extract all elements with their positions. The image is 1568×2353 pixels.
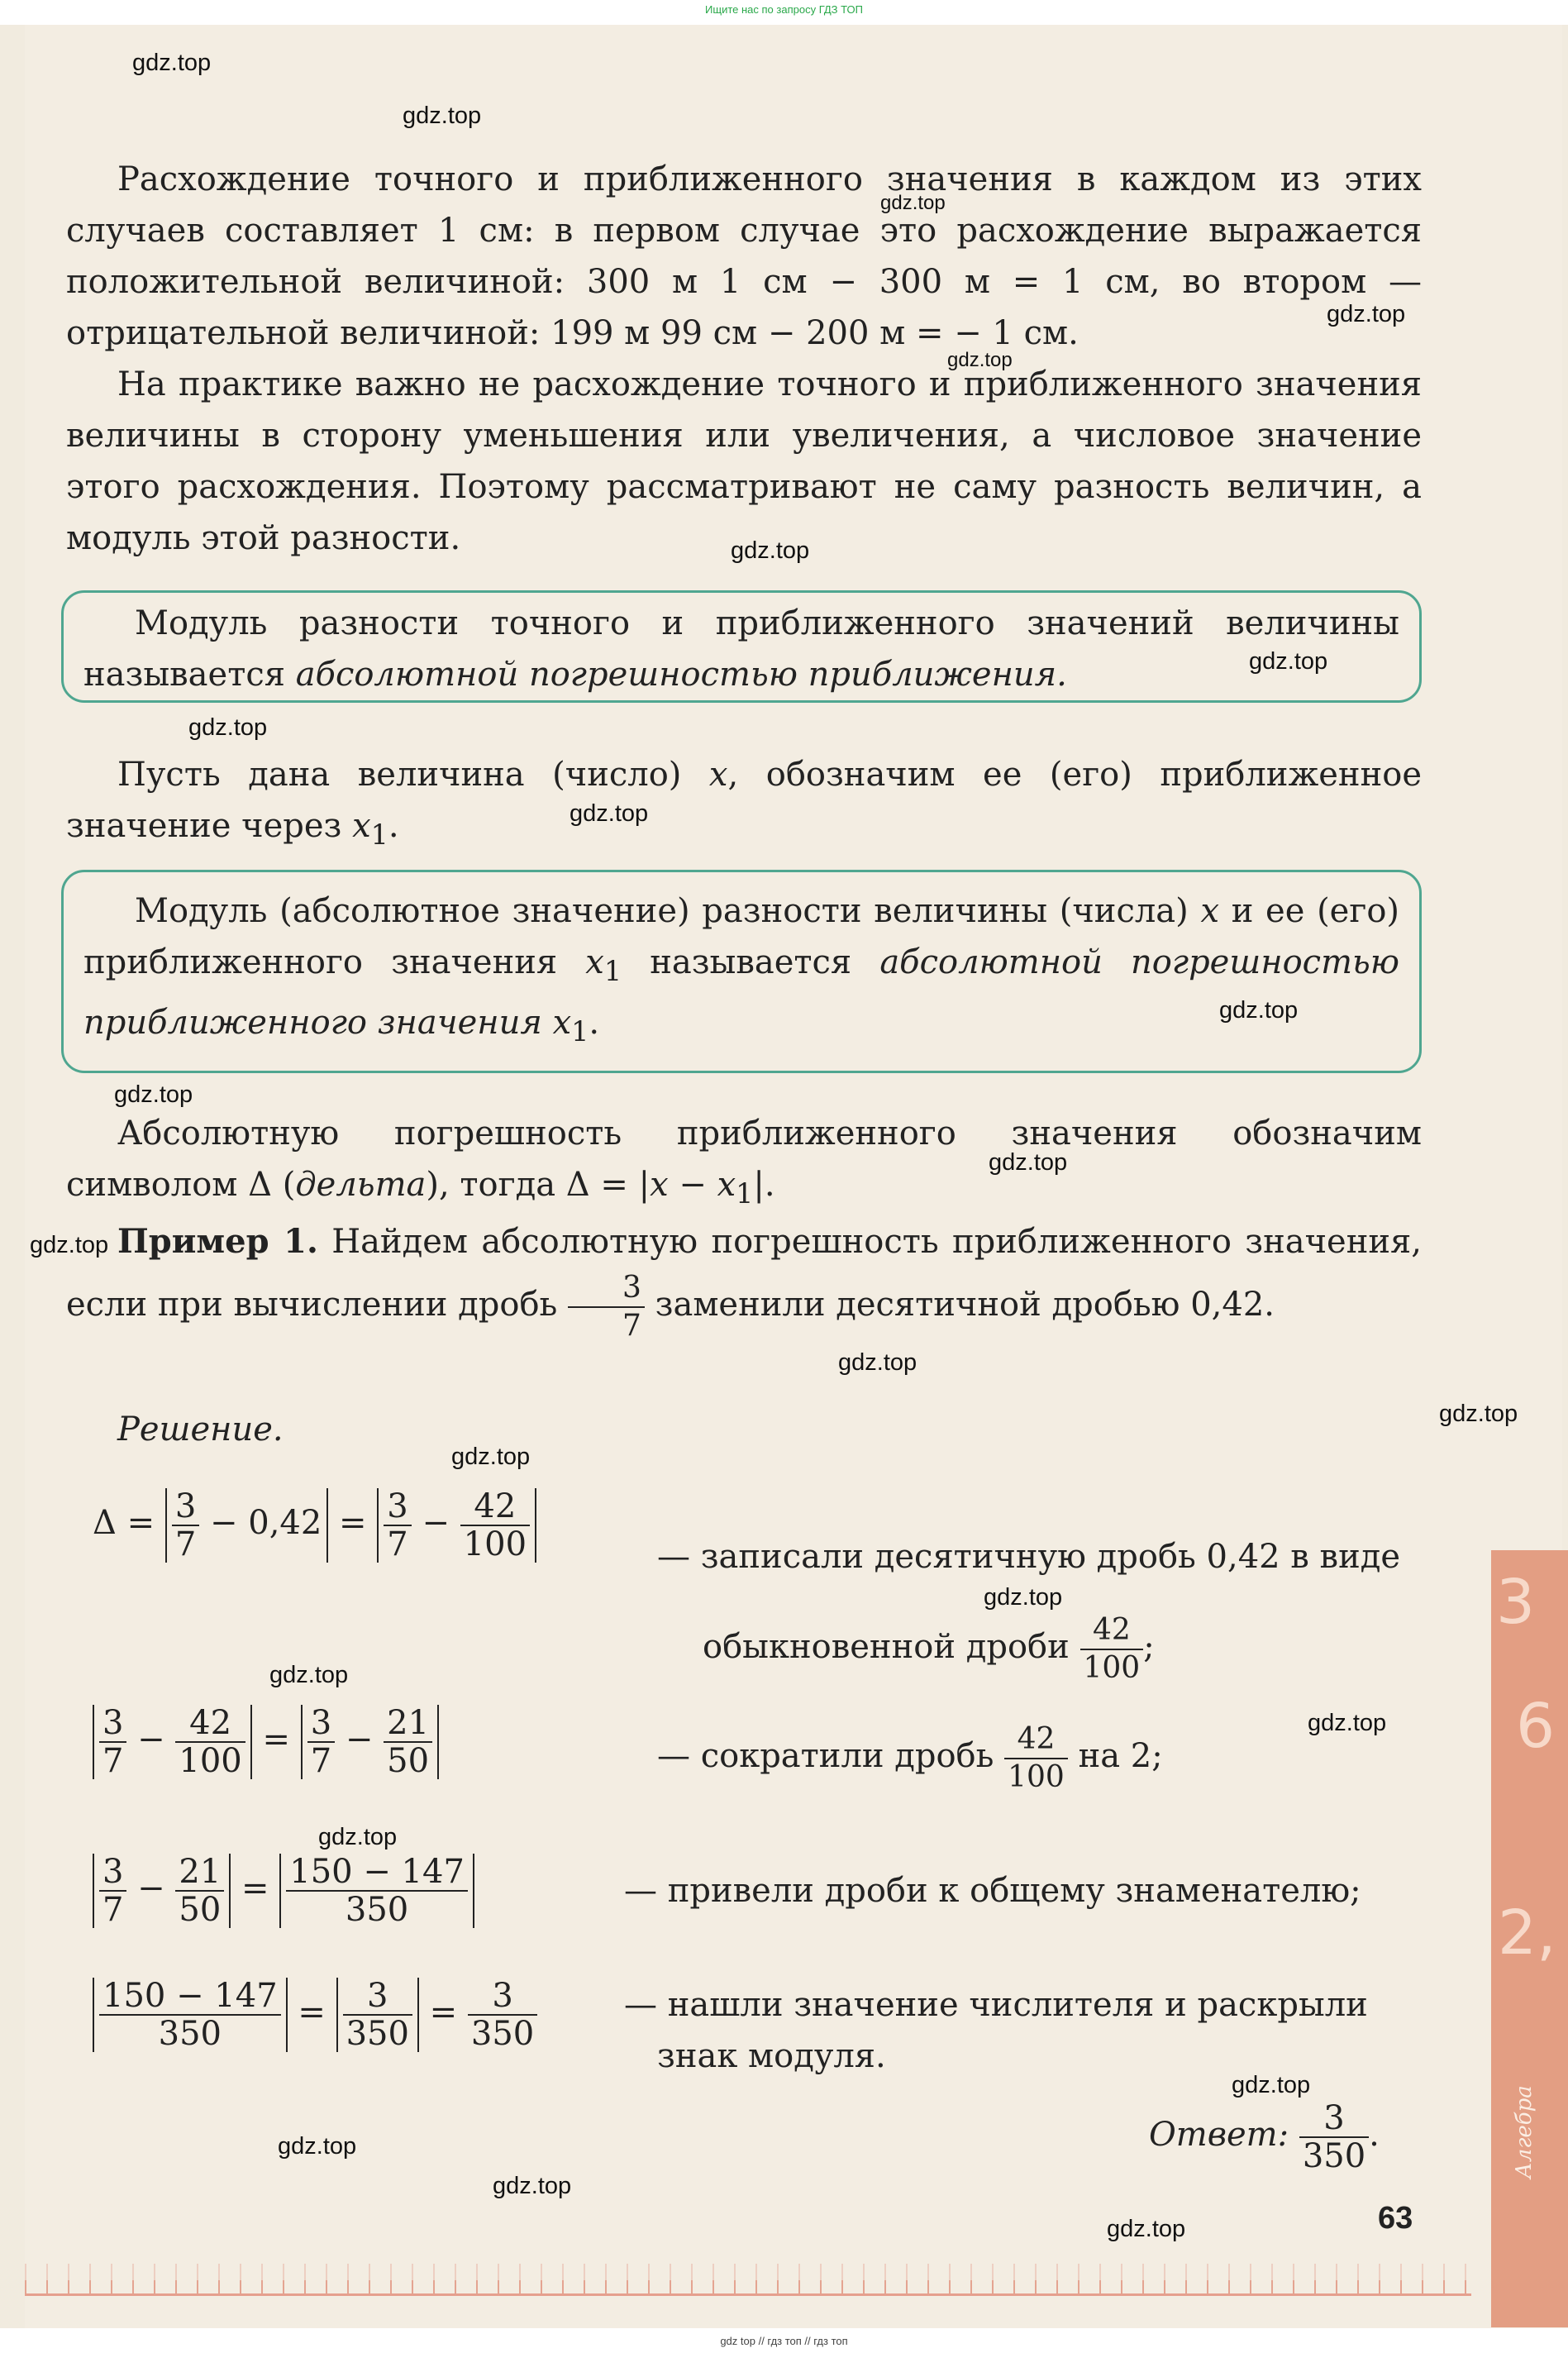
numerator: 150 − 147 (286, 1854, 468, 1892)
delta-symbol: Δ = (93, 1504, 155, 1542)
p4-mid: ), тогда Δ = | (426, 1166, 651, 1204)
numerator: 3 (568, 1270, 645, 1308)
watermark: gdz.top (570, 800, 649, 827)
step-1-comment-2 (703, 1612, 1155, 1687)
fraction (307, 1705, 335, 1779)
numerator: 3 (99, 1854, 126, 1892)
denominator: 350 (1302, 2137, 1366, 2175)
denominator: 100 (463, 1525, 527, 1563)
step-3-formula (93, 1854, 474, 1928)
step-2-formula (93, 1705, 439, 1779)
answer (1149, 2100, 1380, 2174)
watermark: gdz.top (1439, 1401, 1518, 1427)
paragraph-3 (66, 749, 1422, 861)
fraction (172, 1488, 199, 1563)
equals: = (339, 1504, 367, 1542)
fraction (1080, 1612, 1144, 1687)
p4-end: |. (753, 1166, 775, 1204)
watermark: gdz.top (984, 1584, 1063, 1611)
abs-value (279, 1854, 474, 1928)
paragraph-1: Расхождение точного и приближенного значения в каждом из этих случаев составляет 1 см: в первом случае это расхождение выражается положительной величиной: 300 м 1 см − 300 м = 1 см, во втором — отрицательной величиной: 199 м 99 см − 200 м = − 1 см. (66, 160, 1422, 352)
definition-1-text (64, 593, 1419, 700)
var-x: x (708, 756, 728, 794)
watermark: gdz.top (269, 1662, 349, 1688)
fraction (1299, 2100, 1369, 2174)
example-lead: Найдем абсолютную погрешность приближенного значения, если при вычислении дробь (66, 1223, 1422, 1324)
step-1-comment: — записали десятичную дробь 0,42 в виде (657, 1538, 1401, 1576)
definition-2-text (64, 872, 1419, 1057)
watermark: gdz.top (114, 1081, 193, 1108)
fraction (384, 1705, 432, 1779)
comment-tail: на 2; (1078, 1737, 1163, 1775)
equals: = (241, 1869, 269, 1907)
decor-digit-icon: 3 (1496, 1567, 1536, 1638)
watermark: gdz.top (880, 192, 946, 214)
subscript: 1 (370, 819, 388, 851)
page-number: 63 (1378, 2201, 1413, 2236)
minus: − (137, 1721, 165, 1759)
solution-label (117, 1404, 284, 1455)
example-1 (66, 1214, 1422, 1344)
denominator: 50 (179, 1891, 222, 1929)
watermark: gdz.top (731, 537, 810, 564)
subscript: 1 (736, 1177, 754, 1210)
step-2-comment (657, 1721, 1163, 1796)
step-4-formula (93, 1978, 537, 2052)
comment-text: обыкновенной дроби (703, 1628, 1070, 1666)
watermark: gdz.top (132, 50, 212, 76)
watermark: gdz.top (451, 1444, 531, 1470)
def2-end: . (589, 1004, 600, 1042)
fraction (1004, 1721, 1068, 1796)
var-x1: x (352, 807, 371, 845)
abs-value (336, 1978, 419, 2052)
numerator: 21 (384, 1705, 432, 1743)
bottom-banner-text: gdz top // гдз топ // гдз топ (720, 2335, 848, 2347)
subscript: 1 (571, 1015, 589, 1048)
example-end: заменили десятичной дробью 0,42. (644, 1286, 1275, 1324)
sidebar-label: Алгебра (1512, 2085, 1537, 2179)
var-x1: x (585, 943, 604, 981)
step-3-comment: — привели дроби к общему знаменателю; (624, 1872, 1361, 1910)
fraction (384, 1488, 411, 1563)
section-sidebar-tab (1491, 1550, 1568, 2327)
equals: = (429, 1993, 458, 2031)
answer-label: Ответ: (1149, 2116, 1289, 2154)
denominator: 350 (345, 1891, 409, 1929)
paragraph-2: На практике важно не расхождение точного и приближенного значения величины в сторону уменьшения или увеличения, а числовое значение этого расхождения. Поэтому рассматривают не саму разность величин, а модуль этой разности. (66, 365, 1422, 557)
watermark: gdz.top (493, 2173, 572, 2199)
denominator: 350 (346, 2015, 409, 2053)
watermark: gdz.top (947, 349, 1013, 371)
answer-dot: . (1369, 2116, 1380, 2154)
example-title: Пример 1. (117, 1222, 318, 1261)
var-x1: x (552, 1004, 572, 1042)
numerator: 3 (343, 1978, 412, 2016)
step-4-comment: — нашли значение числителя и раскрыли (624, 1986, 1368, 2024)
paragraph-4 (66, 1108, 1422, 1219)
definition-2-term: абсолютной погрешностью приближенного значения (83, 943, 1400, 1042)
denominator: 50 (387, 1742, 430, 1780)
step-1-formula (93, 1488, 536, 1563)
numerator: 3 (172, 1488, 199, 1526)
fraction (343, 1978, 412, 2052)
numerator: 150 − 147 (99, 1978, 281, 2016)
numerator: 3 (384, 1488, 411, 1526)
fraction (175, 1854, 224, 1928)
watermark: gdz.top (1249, 648, 1328, 675)
decor-digit-icon: 2, (1498, 1897, 1556, 1969)
watermark: gdz.top (318, 1824, 398, 1850)
watermark: gdz.top (1327, 301, 1406, 327)
watermark: gdz.top (403, 103, 482, 129)
watermark: gdz.top (188, 714, 268, 741)
minus: − (422, 1504, 450, 1542)
abs-value (165, 1488, 328, 1563)
abs-value (301, 1705, 439, 1779)
top-banner-text: Ищите нас по запросу ГДЗ ТОП (705, 3, 863, 16)
watermark: gdz.top (1232, 2072, 1311, 2098)
solution-text: Решение. (117, 1410, 284, 1449)
fraction (99, 1705, 126, 1779)
numerator: 42 (1004, 1721, 1068, 1759)
p4-lead: Абсолютную погрешность приближенного значения обозначим символом Δ ( (66, 1114, 1422, 1204)
minus: − (137, 1869, 165, 1907)
denominator: 7 (387, 1525, 408, 1563)
denominator: 100 (179, 1742, 242, 1780)
denominator: 7 (102, 1891, 124, 1929)
abs-value (93, 1978, 288, 2052)
numerator: 42 (175, 1705, 245, 1743)
def2-mid: и ее (его) приближенного значения (83, 892, 1400, 981)
watermark: gdz.top (989, 1149, 1068, 1176)
numerator: 3 (1299, 2100, 1369, 2138)
comment-text: — сократили дробь (657, 1737, 994, 1775)
subscript: 1 (603, 955, 622, 987)
denominator: 350 (470, 2015, 535, 2053)
definition-1-lead: Модуль разности точного и приближенного значений величины называется (83, 604, 1399, 694)
watermark: gdz.top (278, 2133, 357, 2160)
denominator: 100 (1008, 1760, 1065, 1794)
fraction (460, 1488, 530, 1563)
abs-value (93, 1854, 231, 1928)
abs-value (93, 1705, 252, 1779)
denominator: 7 (310, 1742, 332, 1780)
step-4-comment-2: знак модуля. (657, 2037, 886, 2075)
def2-lead: Модуль (абсолютное значение) разности величины (числа) (135, 892, 1201, 930)
fraction (468, 1978, 537, 2052)
fraction (286, 1854, 468, 1928)
definition-box-1 (61, 590, 1422, 703)
denominator: 7 (102, 1742, 124, 1780)
definition-box-2 (61, 870, 1422, 1073)
fraction (568, 1270, 645, 1344)
denominator: 350 (158, 2015, 222, 2053)
var-x: x (1200, 892, 1219, 930)
numerator: 42 (1080, 1612, 1144, 1650)
definition-1-term: абсолютной погрешностью приближения. (295, 656, 1067, 694)
watermark: gdz.top (1308, 1710, 1387, 1736)
numerator: 21 (175, 1854, 224, 1892)
var-x1: x (717, 1166, 736, 1204)
fraction (175, 1705, 245, 1779)
denominator: 7 (174, 1525, 197, 1563)
numerator: 3 (468, 1978, 537, 2016)
page-ruler-decoration (25, 2264, 1471, 2296)
minus: − (345, 1721, 374, 1759)
top-banner (0, 0, 1568, 25)
numerator: 3 (307, 1705, 335, 1743)
equals: = (262, 1721, 290, 1759)
watermark: gdz.top (838, 1349, 917, 1376)
fraction (99, 1854, 126, 1928)
watermark: gdz.top (1107, 2216, 1186, 2242)
delta-word: дельта (295, 1166, 427, 1204)
equals: = (298, 1993, 326, 2031)
bottom-banner (0, 2328, 1568, 2353)
fraction (99, 1978, 281, 2052)
watermark: gdz.top (1219, 997, 1299, 1024)
p3-end: . (388, 807, 399, 845)
def2-mid2: называется (622, 943, 880, 981)
semicolon: ; (1143, 1628, 1155, 1666)
denominator: 7 (622, 1309, 641, 1343)
abs-value (377, 1488, 536, 1563)
minus-decimal: − 0,42 (199, 1504, 322, 1542)
numerator: 3 (99, 1705, 126, 1743)
denominator: 100 (1083, 1651, 1141, 1685)
watermark: gdz.top (30, 1232, 109, 1258)
p3-mid: , обозначим ее (его) приближенное значение через (66, 756, 1422, 845)
var-x: x (650, 1166, 669, 1204)
numerator: 42 (460, 1488, 530, 1526)
p4-minus: − (668, 1166, 717, 1204)
decor-digit-icon: 6 (1516, 1691, 1556, 1762)
p3-lead: Пусть дана величина (число) (117, 756, 709, 794)
